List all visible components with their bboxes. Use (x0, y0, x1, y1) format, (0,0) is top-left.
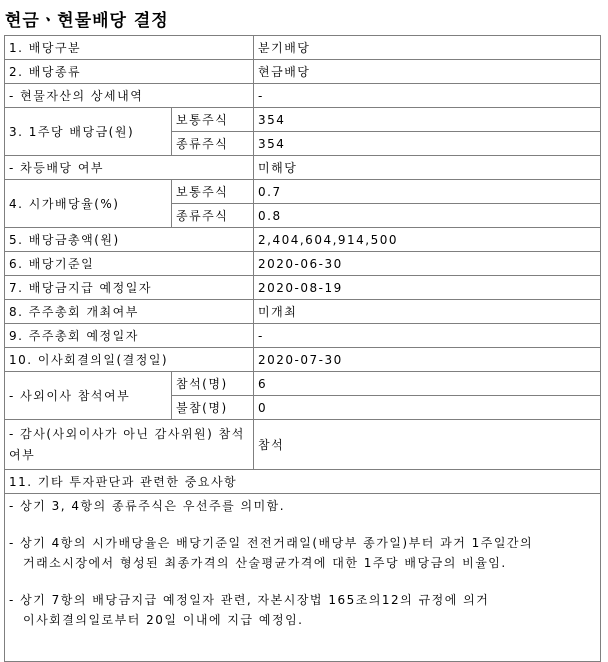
section-heading: 11. 기타 투자판단과 관련한 중요사항 (5, 470, 601, 494)
table-row (5, 470, 601, 494)
table-row (5, 84, 601, 108)
note-text: - 상기 7항의 배당금지급 예정일자 관련, 자본시장법 165조의12의 규정에 의거 (9, 593, 490, 607)
row-value: 6 (254, 372, 601, 396)
note-text: - 상기 4항의 시가배당율은 배당기준일 전전거래일(배당부 종가일)부터 과거 1주일간의 (9, 536, 534, 550)
row-label: - 감사(사외이사가 아닌 감사위원) 참석여부 (5, 420, 254, 470)
row-value: 2,404,604,914,500 (254, 228, 601, 252)
row-label: 6. 배당기준일 (5, 252, 254, 276)
row-value: 2020-07-30 (254, 348, 601, 372)
table-row (5, 300, 601, 324)
sub-label: 불참(명) (172, 396, 254, 420)
row-value: 분기배당 (254, 36, 601, 60)
row-label: 4. 시가배당율(%) (5, 180, 172, 228)
sub-label: 종류주식 (172, 204, 254, 228)
table-row (5, 348, 601, 372)
table-row (5, 276, 601, 300)
row-label: 7. 배당금지급 예정일자 (5, 276, 254, 300)
page-title: 현금ㆍ현물배당 결정 (5, 11, 169, 31)
notes-cell (5, 494, 601, 662)
table-row (5, 228, 601, 252)
dividend-table (4, 35, 601, 662)
row-label: 5. 배당금총액(원) (5, 228, 254, 252)
sub-label: 종류주식 (172, 132, 254, 156)
table-row (5, 156, 601, 180)
table-row (5, 324, 601, 348)
row-label: 2. 배당종류 (5, 60, 254, 84)
row-label: 1. 배당구분 (5, 36, 254, 60)
row-value: 354 (254, 132, 601, 156)
row-value: 0 (254, 396, 601, 420)
note-item (9, 496, 596, 516)
row-label: 8. 주주총회 개최여부 (5, 300, 254, 324)
row-label: - 차등배당 여부 (5, 156, 254, 180)
table-row (5, 372, 601, 396)
row-value: 354 (254, 108, 601, 132)
table-row (5, 108, 601, 132)
sub-label: 보통주식 (172, 180, 254, 204)
row-label: 9. 주주총회 예정일자 (5, 324, 254, 348)
table-row (5, 252, 601, 276)
row-value: - (254, 84, 601, 108)
row-value: 0.8 (254, 204, 601, 228)
table-row (5, 494, 601, 662)
row-label: 10. 이사회결의일(결정일) (5, 348, 254, 372)
sub-label: 참석(명) (172, 372, 254, 396)
row-value: 현금배당 (254, 60, 601, 84)
row-label: 3. 1주당 배당금(원) (5, 108, 172, 156)
note-item (9, 590, 596, 630)
row-value: 2020-06-30 (254, 252, 601, 276)
table-row (5, 180, 601, 204)
note-text: 거래소시장에서 형성된 최종가격의 산술평균가격에 대한 1주당 배당금의 비율임. (23, 556, 507, 570)
note-text: - 상기 3, 4항의 종류주식은 우선주를 의미함. (9, 499, 286, 513)
row-value: 미개최 (254, 300, 601, 324)
note-item (9, 533, 596, 573)
row-value: 0.7 (254, 180, 601, 204)
row-label: - 사외이사 참석여부 (5, 372, 172, 420)
table-row (5, 36, 601, 60)
table-row (5, 60, 601, 84)
row-value: 2020-08-19 (254, 276, 601, 300)
row-value: - (254, 324, 601, 348)
row-label: - 현물자산의 상세내역 (5, 84, 254, 108)
note-text: 이사회결의일로부터 20일 이내에 지급 예정임. (23, 613, 304, 627)
sub-label: 보통주식 (172, 108, 254, 132)
row-value: 참석 (254, 420, 601, 470)
table-row (5, 420, 601, 470)
row-value: 미해당 (254, 156, 601, 180)
